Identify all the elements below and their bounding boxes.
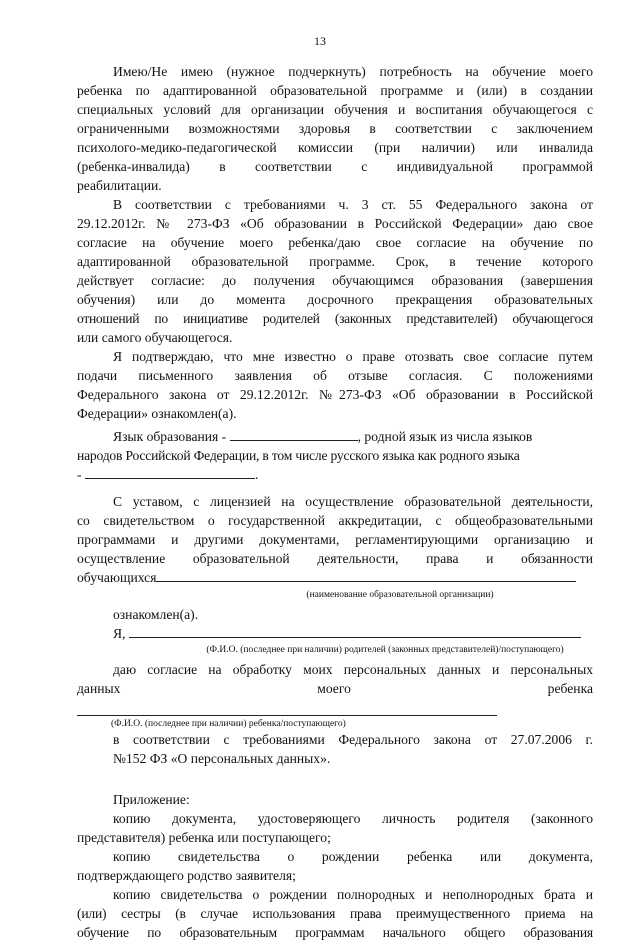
appendix-item <box>77 809 593 847</box>
text-line: (или) сестры (в случае использования права преимущественного приема на <box>77 906 593 921</box>
org-caption: (наименование образовательной организации) <box>306 590 494 600</box>
parent-name-field[interactable] <box>129 625 581 638</box>
needs-paragraph <box>77 62 593 195</box>
document-body <box>77 62 593 942</box>
child-caption: (Ф.И.О. (последнее при наличии) ребенка/поступающего) <box>111 719 346 729</box>
text-line: (ребенка-инвалида) в соответствии с индивидуальной программой <box>77 159 593 174</box>
appendix-title: Приложение: <box>113 792 190 807</box>
text-line: обучения) или до момента досрочного прекращения образовательных <box>77 292 593 307</box>
acquainted-label: ознакомлен(а). <box>113 607 199 622</box>
consent-paragraph <box>77 195 593 347</box>
dash: - <box>77 467 82 482</box>
page-number: 13 <box>314 34 326 48</box>
appendix-item <box>77 847 593 885</box>
law-paragraph <box>77 730 593 768</box>
text-line: В соответствии с требованиями ч. 3 ст. 55 Федерального закона от <box>113 197 593 212</box>
text-line: С уставом, с лицензией на осуществление образовательной деятельности, <box>113 494 593 509</box>
text-line: действует согласие: до получения обучающимся образования (завершения <box>77 273 593 288</box>
data-consent-paragraph <box>77 660 593 698</box>
native-language-field[interactable] <box>85 466 255 479</box>
text-line: Федерации» ознакомлен(а). <box>77 406 237 421</box>
text-line: со свидетельством о государственной аккредитации, с общеобразовательными <box>77 513 593 528</box>
text-line: реабилитации. <box>77 178 162 193</box>
language-label-suffix: , родной язык из числа языков <box>357 429 533 444</box>
text-line: ребенка по адаптированной образовательной программе и (или) в создании <box>77 83 593 98</box>
text-line: обучение по образовательным программам начального общего образования <box>77 925 593 940</box>
text-line: №152 ФЗ «О персональных данных». <box>113 751 331 766</box>
text-line: отношений по инициативе родителей (законных представителей) обучающегося <box>77 311 593 326</box>
period: . <box>254 467 259 482</box>
text-line: Федерального закона от 29.12.2012г. №273-ФЗ «Об образовании в Российской <box>77 387 593 402</box>
text-line: представителя) ребенка или поступающего; <box>77 830 331 845</box>
text-line: адаптированной образовательной программе. Срок, в течение которого <box>77 254 593 269</box>
text-line <box>77 679 593 698</box>
text-line: копию документа, удостоверяющего личность родителя (законного <box>113 811 593 826</box>
text-line: подачи письменного заявления об отзыве согласия. С положениями <box>77 368 593 383</box>
text-line: согласие на обучение моего ребенка/даю свое согласие на обучение по <box>77 235 593 250</box>
text-line: в соответствии с требованиями Федерального закона от 27.07.2006 г. <box>113 732 593 747</box>
text-line: народов Российской Федерации, в том числе русского языка как родного языка <box>77 448 520 463</box>
text-line: Имею/Не имею (нужное подчеркнуть) потребность на обучение моего <box>113 64 593 79</box>
text-line: даю согласие на обработку моих персональных данных и персональных <box>113 662 593 677</box>
i-line <box>77 624 593 643</box>
text-line: или самого обучающегося. <box>77 330 233 345</box>
text-line: ограниченными возможностями здоровья в соответствии с заключением <box>77 121 593 136</box>
text-line: осуществление образовательной деятельности, права и обязанности <box>77 551 593 566</box>
education-language-field[interactable] <box>230 428 358 441</box>
text-line: 29.12.2012г. № 273-ФЗ «Об образовании в Российской Федерации» даю свое <box>77 216 593 231</box>
parent-caption: (Ф.И.О. (последнее при наличии) родителей (законных представителей)/поступающего) <box>206 645 564 655</box>
text-line: копию свидетельства о рождении ребенка или документа, <box>113 849 593 864</box>
language-paragraph <box>77 427 593 446</box>
text-line: психолого-медико-педагогической комиссии (при наличии) или инвалида <box>77 140 593 155</box>
language-label: Язык образования - <box>113 429 227 444</box>
language-line-2 <box>77 446 593 465</box>
text-line <box>77 568 593 587</box>
organization-name-field[interactable] <box>156 569 576 582</box>
text-line: специальных условий для организации обучения и воспитания обучающегося с <box>77 102 593 117</box>
text-line-inner: данных моего ребенка <box>77 681 593 696</box>
charter-paragraph <box>77 492 593 587</box>
child-name-field[interactable] <box>77 714 497 716</box>
text-line: Я подтверждаю, что мне известно о праве отозвать свое согласие путем <box>113 349 593 364</box>
text-line: программами и другими документами, регламентирующими организацию и <box>77 532 593 547</box>
students-label: обучающихся <box>77 570 157 585</box>
text-line: подтверждающего родство заявителя; <box>77 868 296 883</box>
appendix-item <box>77 885 593 942</box>
text-line: копию свидетельства о рождении полнородных и неполнородных брата и <box>113 887 593 902</box>
i-label: Я, <box>113 626 126 641</box>
language-line-3 <box>77 465 593 484</box>
withdrawal-paragraph <box>77 347 593 423</box>
acquainted-line <box>77 605 593 624</box>
